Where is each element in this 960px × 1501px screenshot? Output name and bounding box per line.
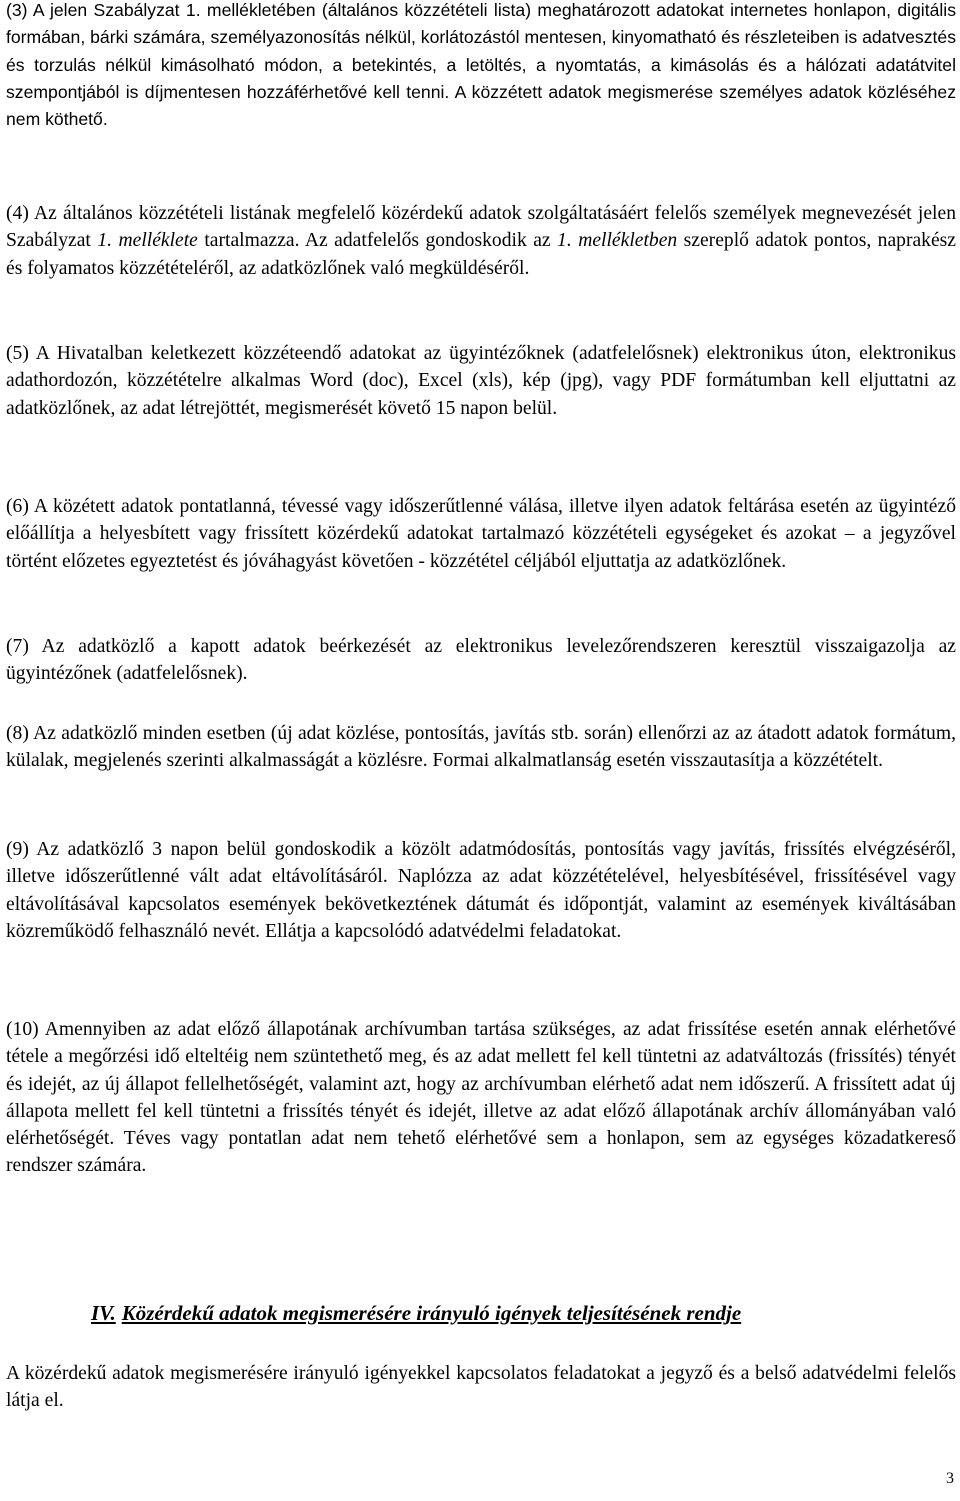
- paragraph-3: (3) A jelen Szabályzat 1. mellékletében (általános közzétételi lista) meghatározott adatokat internetes honlapon, digitális formában, bárki számára, személyazonosítás nélkül, korlátozástól mentesen, kinyomatható és részleteiben is adatvesztés és torzulás nélkül kimásolható módon, a betekintés, a letöltés, a nyomtatás, a kimásolás és a hálózati adatátvitel szempontjából is díjmentesen hozzáférhetővé kell tenni. A közzétett adatok megismerése személyes adatok közléséhez nem köthető.: [6, 0, 956, 130]
- paragraph-10: (10) Amennyiben az adat előző állapotának archívumban tartása szükséges, az adat frissítése esetén annak elérhetővé tétele a megőrzési idő elteltéig nem szüntethető meg, és az adat mellett fel kell tüntetni az adatváltozás (frissítés) tényét és idejét, az új állapot fellelhetőségét, valamint azt, hogy az archívumban elérhető adat nem időszerű. A frissített adat új állapota mellett fel kell tüntetni a frissítés tényét és idejét, illetve az adat előző állapotának archív állományában való elérhetőségét. Téves vagy pontatlan adat nem tehető elérhetővé sem a honlapon, sem az egységes közadatkereső rendszer számára.: [6, 1019, 956, 1177]
- annex-reference-1: 1. melléklete: [97, 230, 198, 252]
- paragraph-4-text-1: (4) Az általános közzétételi listának megfelelő közérdekű adatok szolgáltatásáért felelős személyek megnevezését jelen Szabályzat: [6, 203, 956, 252]
- paragraph-7: (7) Az adatközlő a kapott adatok beérkezését az elektronikus levelezőrendszeren keresztül visszaigazolja az ügyintézőnek (adatfelelősnek).: [6, 636, 956, 685]
- paragraph-6: (6) A közétett adatok pontatlanná, tévessé vagy időszerűtlenné válása, illetve ilyen adatok feltárása esetén az ügyintéző előállítja a helyesbített vagy frissített közérdekű adatokat tartalmazó közzétételi egységeket és azokat – a jegyzővel történt előzetes egyeztetést és jóváhagyást követően - közzététel céljából eljuttatja az adatközlőnek.: [6, 496, 956, 572]
- section-heading: [6, 1300, 956, 1327]
- paragraph-section-intro: A közérdekű adatok megismerésére irányuló igényekkel kapcsolatos feladatokat a jegyző és a belső adatvédelmi felelős látja el.: [6, 1363, 956, 1412]
- paragraph-8: (8) Az adatközlő minden esetben (új adat közlése, pontosítás, javítás stb. során) ellenőrzi az az átadott adatok formátum, külalak, megjelenés szerinti alkalmasságát a közlésre. Formai alkalmatlanság esetén visszautasítja a közzétételt.: [6, 723, 956, 772]
- paragraph-4: [6, 200, 956, 282]
- paragraph-9: (9) Az adatközlő 3 napon belül gondoskodik a közölt adatmódosítás, pontosítás vagy javítás, frissítés elvégzéséről, illetve időszerűtlenné vált adat eltávolításáról. Naplózza az adat közzétételével, helyesbítésével, frissítésével vagy eltávolításával kapcsolatos események bekövetkeztének dátumát és időpontját, valamint az események kiváltásában közreműködő felhasználó nevét. Ellátja a kapcsolódó adatvédelmi feladatokat.: [6, 839, 956, 942]
- paragraph-4-text-2: tartalmazza. Az adatfelelős gondoskodik az: [197, 230, 558, 252]
- annex-reference-2: 1. mellékletben: [557, 230, 678, 252]
- paragraph-5: (5) A Hivatalban keletkezett közzéteendő adatokat az ügyintézőknek (adatfelelősnek) elektronikus úton, elektronikus adathordozón, közzétételre alkalmas Word (doc), Excel (xls), kép (jpg), vagy PDF formátumban kell eljuttatni az adatközlőnek, az adat létrejöttét, megismerését követő 15 napon belül.: [6, 343, 956, 419]
- section-title: Közérdekű adatok megismerésére irányuló igények teljesítésének rendje: [121, 1301, 742, 1325]
- section-number: IV.: [91, 1301, 116, 1325]
- page-number: 3: [946, 1470, 954, 1487]
- paragraph-4-text-3: szereplő adatok pontos, naprakész és folyamatos közzétételéről, az adatközlőnek való megküldéséről.: [6, 230, 956, 279]
